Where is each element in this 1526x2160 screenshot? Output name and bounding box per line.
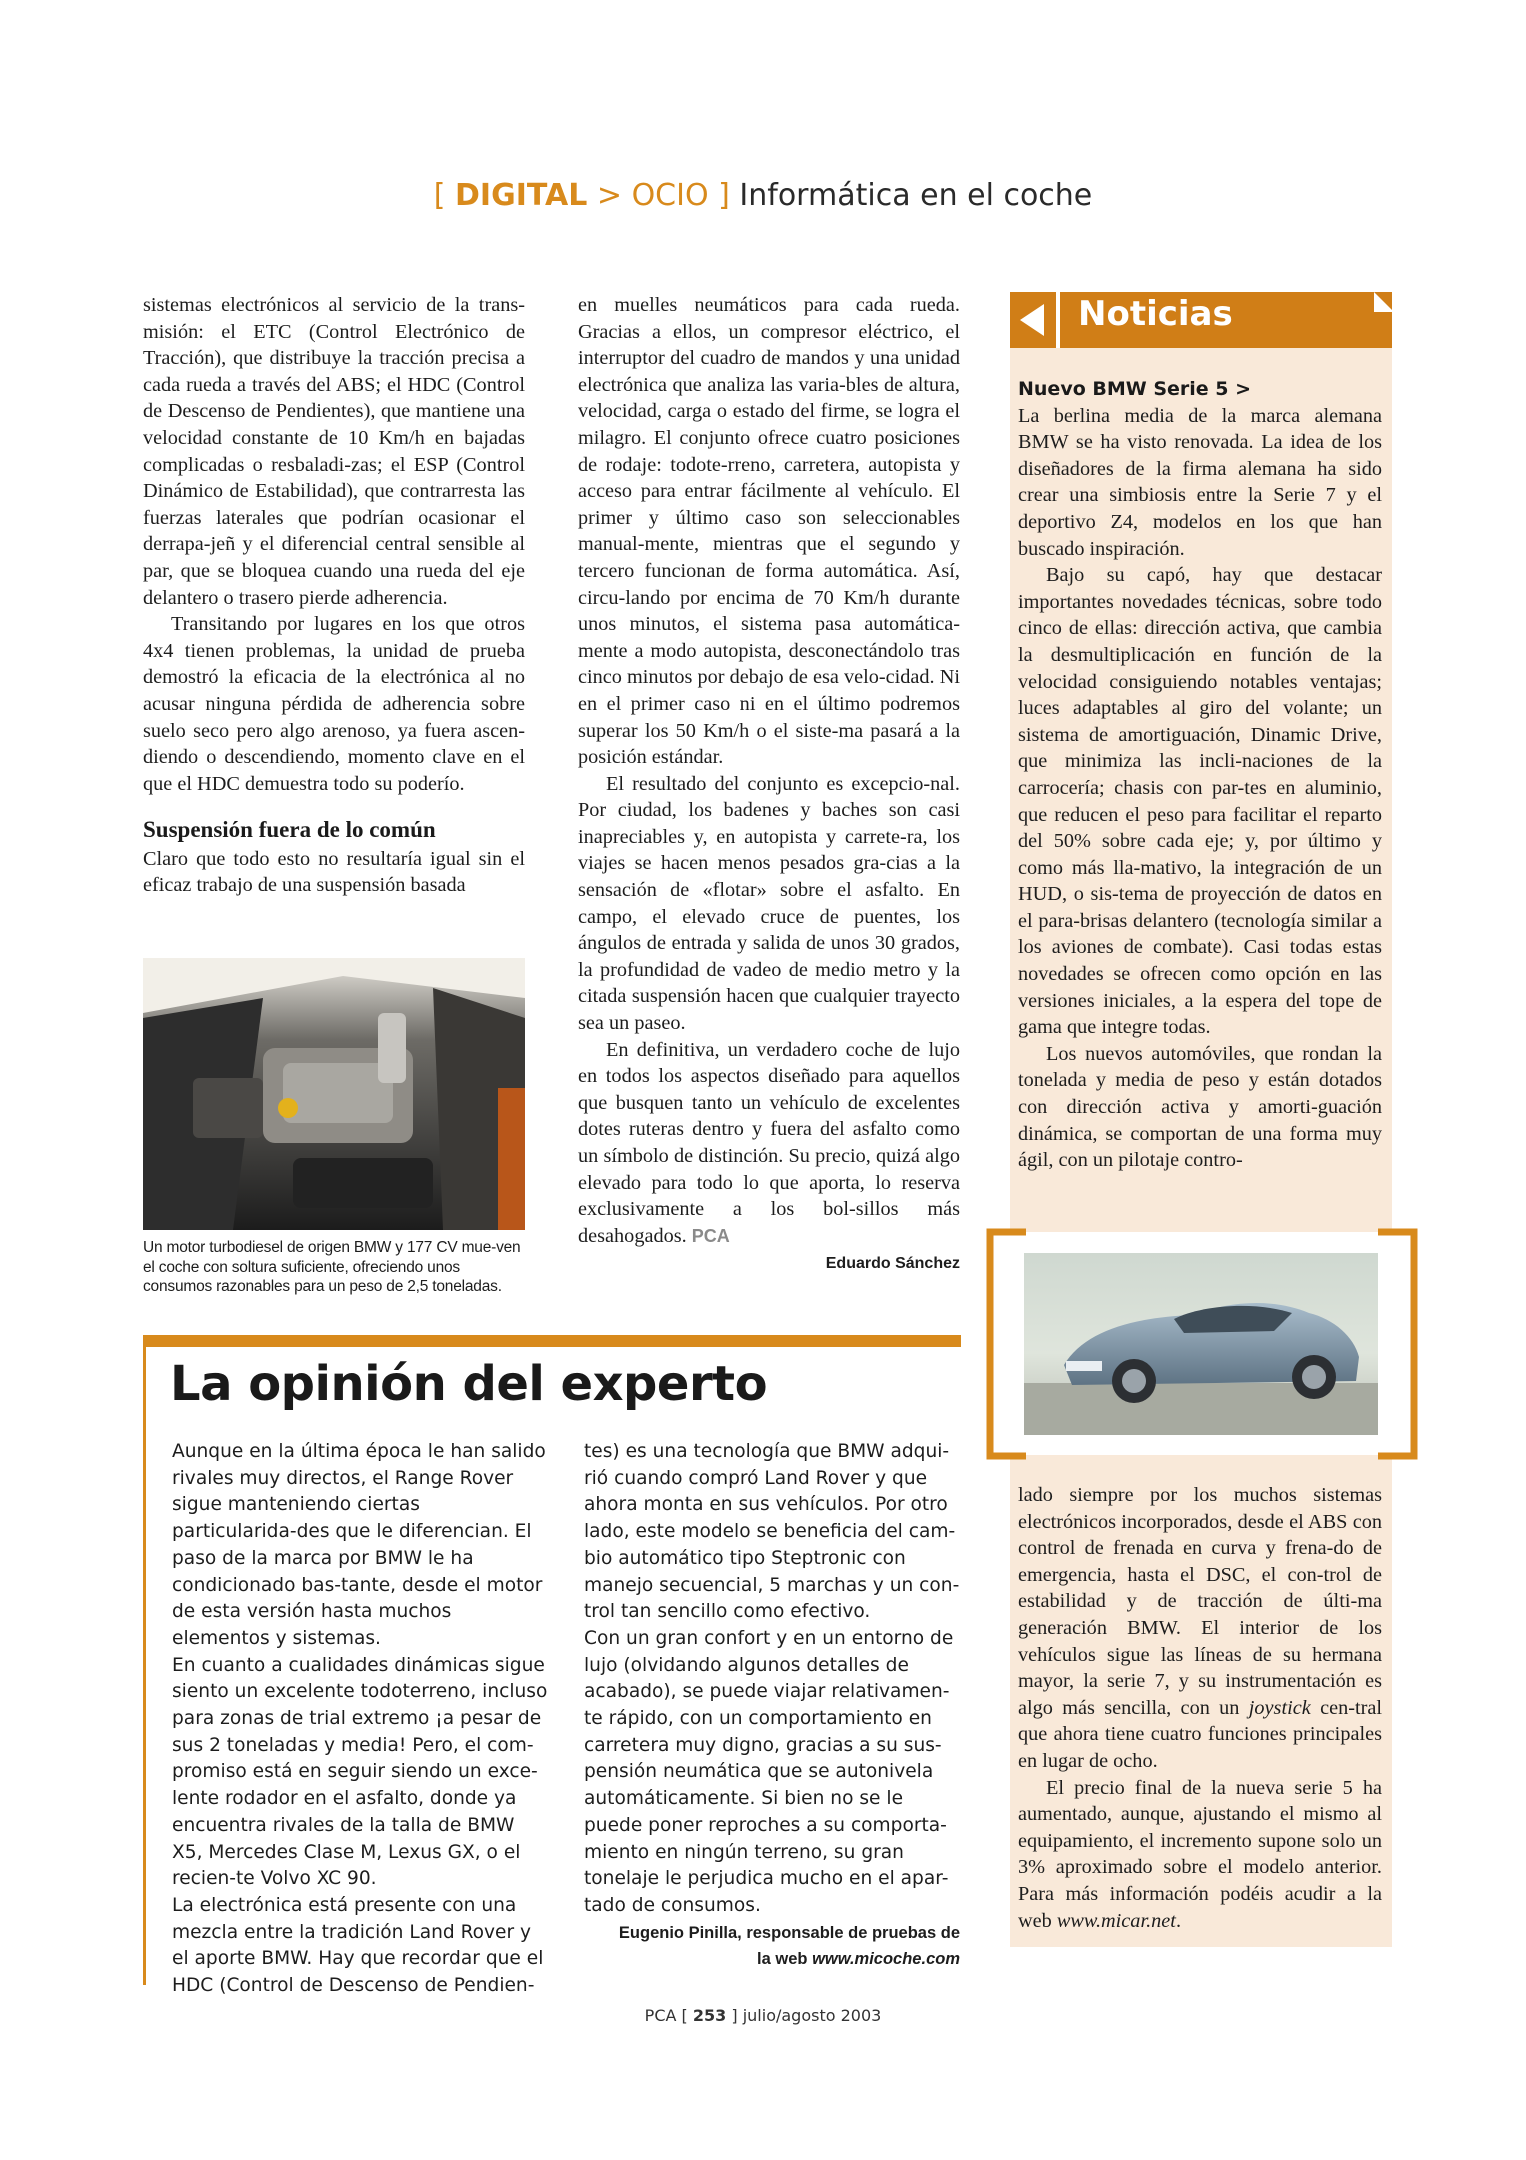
section-header [0, 178, 1526, 213]
footer-date: julio/agosto 2003 [742, 2006, 882, 2025]
expert-signature-line-2 [584, 1946, 960, 1972]
bmw-photo [1024, 1253, 1378, 1435]
engine-photo-caption: Un motor turbodiesel de origen BMW y 177 CV mue-ven el coche con soltura suficiente, ofreciendo unos consumos razonables para un peso de 2,5 toneladas. [143, 1239, 521, 1295]
article-column-1 [143, 292, 525, 899]
col2-paragraph-2: El resultado del conjunto es excepcio-nal. Por ciudad, los badenes y baches son casi inapreciables y, en autopista y carrete-ra, los viajes se hacen menos pesados gra-cias a la sensación de «flotar» sobre el asfalto. En campo, el elevado cruce de puentes, los ángulos de entrada y salida de unos 30 grados, la profundidad de vadeo de medio metro y la citada suspensión hacen que cualquier trayecto sea un paseo. [578, 772, 960, 1035]
news-paragraph-4-a: lado siempre por los muchos sistemas electrónicos incorporados, desde el ABS con control de frenada en curva y frena-do de emergencia, hasta el DSC, el con-trol de estabilidad y de tracción de últi-ma generación BMW. El interior de los vehículos sigue las líneas de su hermana mayor, la serie 7, y su instrumentación es algo más sencilla, con un [1018, 1484, 1382, 1719]
expert-c1-paragraph-3: La electrónica está presente con una mezcla entre la tradición Land Rover y el aporte BMW. Hay que recordar que el HDC (Control de Descenso de Pendien- [172, 1894, 544, 1997]
news-paragraph-5 [1018, 1775, 1382, 1935]
expert-top-bar [143, 1335, 961, 1347]
bmw-car-art [1024, 1253, 1378, 1435]
page-footer [0, 2006, 1526, 2025]
footer-magazine: PCA [644, 2006, 677, 2025]
news-paragraph-5-b: . [1175, 1909, 1182, 1932]
news-paragraph-2: Bajo su capó, hay que destacar importantes novedades técnicas, sobre todo cinco de ellas: dirección activa, que cambia la desmultiplicación en función de la velocidad consiguiendo notables ventajas; luces adaptables al giro del volante; un sistema de amortiguación, Dinamic Drive, que minimiza las incli-naciones de la carrocería; chasis con par-tes en aluminio, que reducen el peso para facilitar el reparto del 50% sobre cada eje; y, por último y como más lla-mativo, la integración de un HUD, o sis-tema de proyección de datos en el para-brisas delantero (tecnología similar a los aviones de combate). Casi todas estas novedades se ofrecen como opción en las versiones iniciales, a la espera del tope de gama que integre todas. [1018, 564, 1382, 1039]
expert-c1-paragraph-2: En cuanto a cualidades dinámicas sigue siento un excelente todoterreno, incluso para zonas de trial extremo ¡a pesar de sus 2 toneladas y media! Pero, el com-promiso está en seguir siendo un exce-lente rodador en el asfalto, donde ya encuentra rivales de la talla de BMW X5, Mercedes Clase M, Lexus GX, o el recien-te Volvo XC 90. [172, 1654, 548, 1890]
engine-photo [143, 958, 525, 1230]
article-author: Eduardo Sánchez [825, 1255, 960, 1273]
page-title: Informática en el coche [739, 178, 1093, 213]
bracket-close: ] [718, 178, 730, 213]
col1-paragraph-1: sistemas electrónicos al servicio de la trans-misión: el ETC (Control Electrónico de Tracción), que distribuye la tracción precisa a cada rueda a través del ABS; el HDC (Control de Descenso de Pendientes), que mantiene una velocidad constante de 10 Km/h en bajadas complicadas o resbaladi-zas; el ESP (Control Dinámico de Estabilidad), que contrarresta las fuerzas laterales que podrían ocasionar el derrapa-jeñ y el diferencial central sensible al par, que se bloquea cuando una rueda del eje delantero o trasero pierde adherencia. [143, 294, 525, 609]
col1-paragraph-3: Claro que todo esto no resultaría igual sin el eficaz trabajo de una suspensión basada [143, 847, 525, 897]
news-item-title: Nuevo BMW Serie 5 > [1018, 378, 1252, 400]
col2-paragraph-1: en muelles neumáticos para cada rueda. Gracias a ellos, un compresor eléctrico, el interruptor del cuadro de mandos y una unidad electrónica que analiza las varia-bles de altura, velocidad, carga o estado del firme, se logra el milagro. El conjunto ofrece cuatro posiciones de rodaje: todote-rreno, carretera, autopista y acceso para entrar fácilmente al vehículo. El primer y último caso son seleccionables manual-mente, mientras que el segundo y tercero funcionan de forma automática. Así, circu-lando por encima de 70 Km/h durante unos minutos, el sistema pasa automática-mente a modo autopista, desconectándolo tras cinco minutos por debajo de esa velo-cidad. Ni en el primer caso ni en el último podremos superar los 50 Km/h o el siste-ma pasará a la posición estándar. [578, 294, 960, 769]
expert-c2-paragraph-1: tes) es una tecnología que BMW adqui-rió cuando compró Land Rover y que ahora monta en sus vehículos. Por otro lado, este modelo se beneficia del cam-bio automático tipo Steptronic con manejo secuencial, 5 marchas y un con-trol tan sencillo como efectivo. [584, 1441, 960, 1623]
footer-bracket-open: [ [681, 2006, 688, 2025]
expert-c2-paragraph-2: Con un gran confort y en un entorno de lujo (olvidando algunos detalles de acabado), se puede viajar relativamen-te rápido, con un comportamiento en carretera muy digno, gracias a su sus-pensión neumática que se autonivela automáticamente. Si bien no se le puede poner reproches a su comporta-miento en ningún terreno, su gran tonelaje le perjudica mucho en el apar-tado de consumos. [584, 1627, 954, 1916]
joystick-term: joystick [1248, 1696, 1311, 1719]
back-arrow-icon [1014, 300, 1050, 340]
expert-signature [584, 1920, 960, 1972]
news-header-divider [1056, 292, 1060, 348]
subhead-suspension: Suspensión fuera de lo común [143, 817, 436, 843]
news-paragraph-3: Los nuevos automóviles, que rondan la tonelada y media de peso y están dotados con dirección activa y amorti-guación dinámica, se comportan de una forma muy ágil, con un pilotaje contro- [1018, 1042, 1382, 1172]
micoche-link[interactable]: www.micoche.com [812, 1949, 960, 1968]
section-digital: DIGITAL [455, 178, 588, 213]
expert-column-1 [172, 1439, 548, 2000]
news-column [1018, 376, 1382, 1174]
col1-paragraph-2: Transitando por lugares en los que otros 4x4 tienen problemas, la unidad de prueba demostró la eficacia de la electrónica al no acusar ninguna pérdida de adherencia sobre suelo seco pero algo arenoso, ya fuera ascen-diendo o descendiendo, momento clave en el que el HDC demuestra todo su poderío. [143, 613, 525, 795]
col2-paragraph-3-text: En definitiva, un verdadero coche de lujo en todos los aspectos diseñado para aquellos que busquen tanto un vehículo de excelentes dotes ruteras dentro y fuera del asfalto como un símbolo de distinción. Su precio, quizá algo elevado para todo lo que aporta, lo reserva exclusivamente a los bol-sillos más desahogados. [578, 1038, 960, 1247]
expert-title: La opinión del experto [170, 1356, 768, 1412]
bracket-open: [ [433, 178, 446, 213]
col2-paragraph-3 [578, 1037, 960, 1250]
news-paragraph-5-a: El precio final de la nueva serie 5 ha aumentado, aunque, ajustando el mismo al equipamiento, el incremento supone solo un 3% aproximado sobre el modelo anterior. Para más información podéis acudir a la web [1018, 1776, 1382, 1932]
news-column-continued [1018, 1482, 1382, 1934]
micar-link[interactable]: www.micar.net [1056, 1909, 1176, 1932]
page-number: 253 [692, 2006, 727, 2025]
footer-bracket-close: ] [731, 2006, 738, 2025]
news-header-notch [1374, 292, 1394, 312]
news-header-title: Noticias [1078, 294, 1233, 334]
news-paragraph-1: La berlina media de la marca alemana BMW se ha visto renovada. La idea de los diseñadores de la firma alemana ha sido crear una simbiosis entre la Serie 7 y el deportivo Z4, modelos en los que han buscado inspiración. [1018, 404, 1382, 560]
expert-column-2 [584, 1439, 960, 1972]
expert-signature-line-1: Eugenio Pinilla, responsable de pruebas de [618, 1923, 960, 1942]
news-paragraph-4-b: cen-tral que ahora tiene cuatro funciones principales en lugar de ocho. [1018, 1696, 1382, 1772]
news-paragraph-4 [1018, 1482, 1382, 1775]
article-column-2 [578, 292, 960, 1278]
expert-c1-paragraph-1: Aunque en la última época le han salido rivales muy directos, el Range Rover sigue manteniendo ciertas particularida-des que le diferencian. El paso de la marca por BMW le ha condicionado bas-tante, desde el motor de esta versión hasta muchos elementos y sistemas. [172, 1441, 546, 1649]
article-end-mark: PCA [691, 1225, 730, 1246]
section-arrow: > [596, 178, 623, 213]
expert-left-bar [143, 1335, 146, 1985]
engine-photo-art [143, 958, 525, 1230]
section-ocio: OCIO [631, 178, 709, 213]
expert-signature-prefix: la web [757, 1949, 808, 1968]
